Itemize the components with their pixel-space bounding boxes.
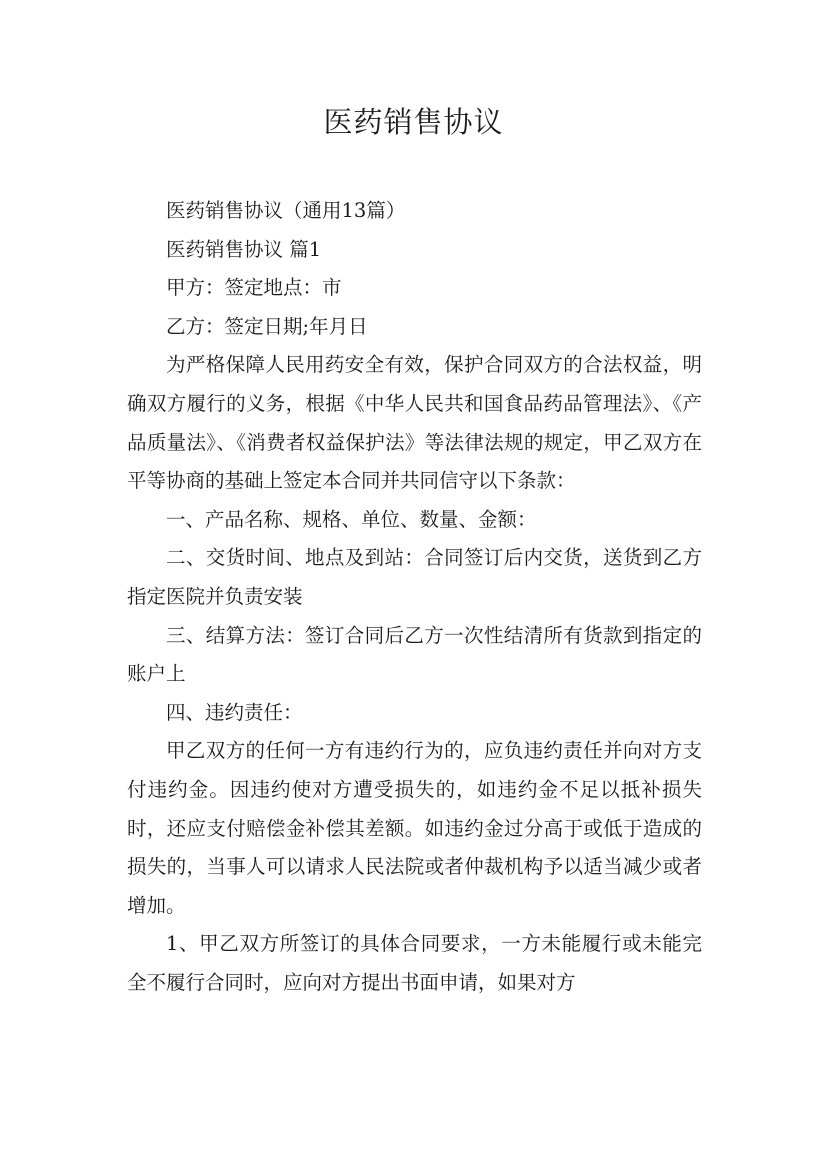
- preamble-paragraph: 为严格保障人民用药安全有效，保护合同双方的合法权益，明确双方履行的义务，根据《中华人民共和国食品药品管理法》、《产品质量法》、《消费者权益保护法》等法律法规的规定，甲乙双方在平等协商的基础上签定本合同并共同信守以下条款：: [127, 353, 702, 493]
- clause-4-heading: 四、违约责任：: [166, 700, 303, 724]
- clause-3-paragraph: 三、结算方法：签订合同后乙方一次性结清所有货款到指定的账户上: [127, 623, 702, 686]
- party-b-line: 乙方：签定日期;年月日: [166, 314, 368, 338]
- item-1-paragraph: 1、甲乙双方所签订的具体合同要求，一方未能履行或未能完全不履行合同时，应向对方提出书面申请，如果对方: [127, 932, 702, 994]
- party-a-line: 甲方：签定地点：市: [166, 276, 342, 300]
- clause-2-paragraph: 二、交货时间、地点及到站：合同签订后内交货，送货到乙方指定医院并负责安装: [127, 546, 702, 608]
- clause-1-heading: 一、产品名称、规格、单位、数量、金额：: [166, 507, 537, 531]
- section-heading: 医药销售协议 篇1: [166, 237, 322, 261]
- document-title: 医药销售协议: [323, 105, 504, 139]
- liability-paragraph: 甲乙双方的任何一方有违约行为的，应负违约责任并向对方支付违约金。因违约使对方遭受损失的，如违约金不足以抵补损失时，还应支付赔偿金补偿其差额。如违约金过分高于或低于造成的损失的，当事人可以请求人民法院或者仲裁机构予以适当减少或者增加。: [127, 739, 702, 917]
- subtitle-paragraph: 医药销售协议（通用13篇）: [166, 199, 406, 222]
- document-body: [127, 192, 702, 1002]
